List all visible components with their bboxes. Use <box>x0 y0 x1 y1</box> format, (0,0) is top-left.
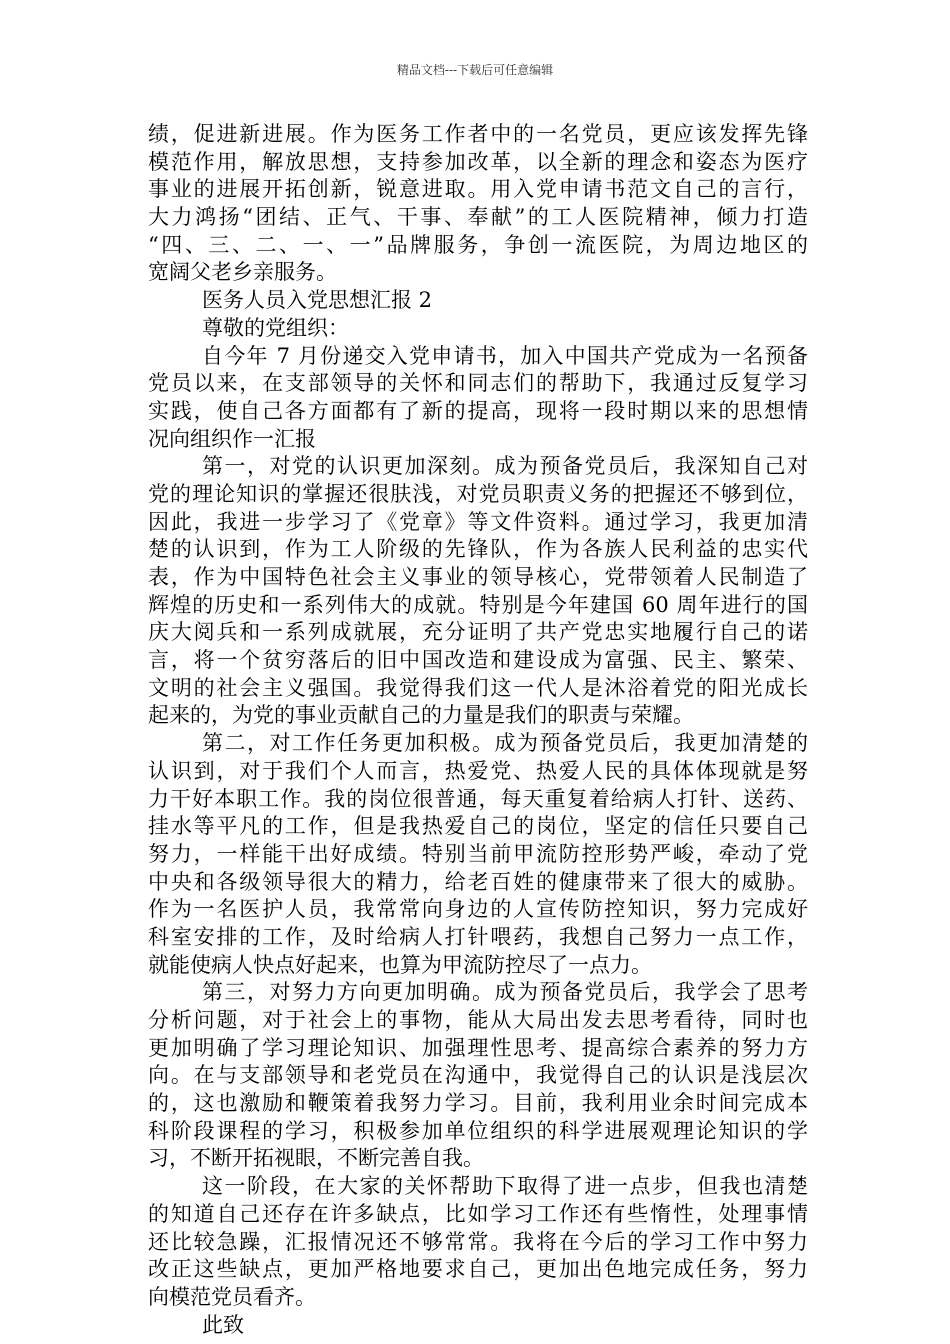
text-line: 向。在与支部领导和老党员在沟通中，我觉得自己的认识是浅层次 <box>148 1063 808 1088</box>
text-line: 的知道自己还存在许多缺点，比如学习工作还有些惰性，处理事情 <box>148 1201 808 1226</box>
text-line: 模范作用，解放思想，支持参加改革，以全新的理念和姿态为医疗 <box>148 149 808 174</box>
text-line: 挂水等平凡的工作，但是我热爱自己的岗位，坚定的信任只要自己 <box>148 814 808 839</box>
text-line: 习，不断开拓视眼，不断完善自我。 <box>148 1146 484 1171</box>
text-line: 辉煌的历史和一系列伟大的成就。特别是今年建国 60 周年进行的国 <box>148 592 808 617</box>
text-line: 宽阔父老乡亲服务。 <box>148 260 337 285</box>
text-line: 绩，促进新进展。作为医务工作者中的一名党员，更应该发挥先锋 <box>148 122 808 146</box>
text-line: 因此，我进一步学习了《党章》等文件资料。通过学习，我更加清 <box>148 509 808 534</box>
text-line: 第三，对努力方向更加明确。成为预备党员后，我学会了思考 <box>202 980 808 1005</box>
text-line: 此致 <box>202 1312 244 1337</box>
text-line: 言，将一个贫穷落后的旧中国改造和建设成为富强、民主、繁荣、 <box>148 648 808 673</box>
text-line: 事业的进展开拓创新，锐意进取。用入党申请书范文自己的言行， <box>148 177 808 202</box>
text-line: 科室安排的工作，及时给病人打针喂药，我想自己努力一点工作， <box>148 924 808 949</box>
text-line: 庆大阅兵和一系列成就展，充分证明了共产党忠实地履行自己的诺 <box>148 620 808 645</box>
text-line: 更加明确了学习理论知识、加强理性思考、提高综合素养的努力方 <box>148 1035 808 1060</box>
text-line: 尊敬的党组织： <box>202 315 349 340</box>
text-line: 自今年 7 月份递交入党申请书，加入中国共产党成为一名预备 <box>202 343 808 368</box>
text-line: 起来的，为党的事业贡献自己的力量是我们的职责与荣耀。 <box>148 703 694 728</box>
text-line: 党员以来，在支部领导的关怀和同志们的帮助下，我通过反复学习 <box>148 371 808 396</box>
text-line: 努力，一样能干出好成绩。特别当前甲流防控形势严峻，牵动了党 <box>148 841 808 866</box>
document-body <box>148 121 808 1339</box>
text-line: 认识到，对于我们个人而言，热爱党、热爱人民的具体体现就是努 <box>148 758 808 783</box>
text-line: 第一，对党的认识更加深刻。成为预备党员后，我深知自己对 <box>202 454 808 479</box>
text-line: 表，作为中国特色社会主义事业的领导核心，党带领着人民制造了 <box>148 565 808 589</box>
text-line: 党的理论知识的掌握还很肤浅，对党员职责义务的把握还不够到位， <box>148 481 808 506</box>
text-line: 科阶段课程的学习，积极参加单位组织的科学进展观理论知识的学 <box>148 1118 808 1143</box>
text-line: 大力鸿扬“团结、正气、干事、奉献”的工人医院精神，倾力打造 <box>148 205 808 230</box>
text-line: 向模范党员看齐。 <box>148 1284 316 1309</box>
text-line: 中央和各级领导很大的精力，给老百姓的健康带来了很大的威胁。 <box>148 869 808 894</box>
text-line: 还比较急躁，汇报情况还不够常常。我将在今后的学习工作中努力 <box>148 1229 808 1254</box>
text-line: 文明的社会主义强国。我觉得我们这一代人是沐浴着党的阳光成长 <box>148 675 808 700</box>
text-line: 医务人员入党思想汇报 2 <box>202 288 433 313</box>
text-line: 作为一名医护人员，我常常向身边的人宣传防控知识，努力完成好 <box>148 897 808 922</box>
text-line: “四、三、二、一、一”品牌服务，争创一流医院，为周边地区的 <box>148 232 808 257</box>
text-line: 实践，使自己各方面都有了新的提高，现将一段时期以来的思想情 <box>148 398 808 423</box>
text-line: 力干好本职工作。我的岗位很普通，每天重复着给病人打针、送药、 <box>148 786 808 811</box>
text-line: 就能使病人快点好起来，也算为甲流防控尽了一点力。 <box>148 952 652 977</box>
text-line: 改正这些缺点，更加严格地要求自己，更加出色地完成任务，努力 <box>148 1257 808 1282</box>
text-line: 第二，对工作任务更加积极。成为预备党员后，我更加清楚的 <box>202 731 808 756</box>
text-line: 况向组织作一汇报 <box>148 426 316 451</box>
text-line: 这一阶段，在大家的关怀帮助下取得了进一点步，但我也清楚 <box>202 1174 808 1199</box>
page-header: 精品文档---下载后可任意编辑 <box>396 63 554 77</box>
text-line: 分析问题，对于社会上的事物，能从大局出发去思考看待，同时也 <box>148 1008 808 1032</box>
text-line: 楚的认识到，作为工人阶级的先锋队，作为各族人民利益的忠实代 <box>148 537 808 562</box>
text-line: 的，这也激励和鞭策着我努力学习。目前，我利用业余时间完成本 <box>148 1091 808 1116</box>
